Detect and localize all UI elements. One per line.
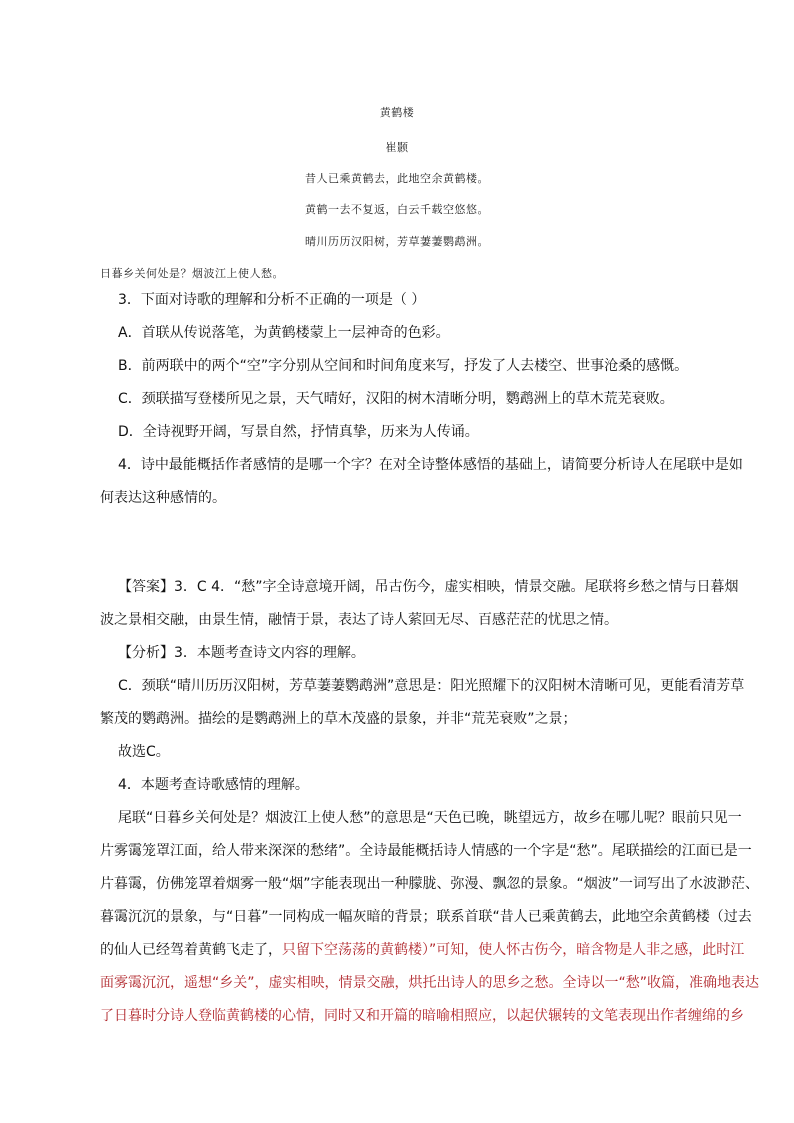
analysis-line-10-black: 的仙人已经驾着黄鹤飞走了，: [100, 942, 282, 958]
analysis-line-5: 4．本题考查诗歌感情的理解。: [118, 777, 309, 793]
analysis-line-3: 繁茂的鹦鹉洲。描绘的是鹦鹉洲上的草木茂盛的景象，并非“荒芜衰败”之景；: [100, 711, 577, 727]
poem-line-1: 昔人已乘黄鹤去，此地空余黄鹤楼。: [305, 172, 489, 185]
poem-title: 黄鹤楼: [379, 106, 415, 119]
question4-line-2: 何表达这种感情的。: [100, 490, 226, 506]
question3-option-b: B．前两联中的两个“空”字分别从空间和时间角度来写，抒发了人去楼空、世事沧桑的感慨。: [118, 358, 689, 374]
analysis-line-8: 片暮霭，仿佛笼罩着烟雾一般“烟”字能表现出一种朦胧、弥漫、飘忽的景象。“烟波”一词写出了水波渺茫、: [100, 876, 760, 892]
poem-last-line: 日暮乡关何处是？烟波江上使人愁。: [100, 267, 284, 280]
analysis-line-7: 片雾霭笼罩江面，给人带来深深的愁绪”。全诗最能概括诗人情感的一个字是“愁”。尾联描绘的江面已是一: [100, 843, 752, 859]
analysis-line-9: 暮霭沉沉的景象，与“日暮”一同构成一幅灰暗的背景；联系首联“昔人已乘黄鹤去，此地空余黄鹤楼（过去: [100, 909, 752, 925]
analysis-line-12: 了日暮时分诗人登临黄鹤楼的心情，同时又和开篇的暗喻相照应，以起伏辗转的文笔表现出作者缠绵的乡: [100, 1008, 744, 1024]
question4-line-1: 4．诗中最能概括作者感情的是哪一个字？在对全诗整体感悟的基础上，请简要分析诗人在尾联中是如: [118, 457, 743, 473]
answer-line-2: 波之景相交融，由景生情，融情于景，表达了诗人萦回无尽、百感茫茫的忧思之情。: [100, 612, 618, 628]
question3-option-a: A．首联从传说落笔，为黄鹤楼蒙上一层神奇的色彩。: [118, 325, 450, 341]
answer-line-1: 【答案】3．C 4．“愁”字全诗意境开阔，吊古伤今，虚实相映，情景交融。尾联将乡愁之情与日暮烟: [118, 579, 739, 595]
analysis-line-1: 【分析】3．本题考查诗文内容的理解。: [118, 645, 365, 661]
analysis-line-4: 故选C。: [118, 744, 170, 760]
question3-option-d: D．全诗视野开阔，写景自然，抒情真挚，历来为人传诵。: [118, 424, 479, 440]
analysis-line-10-red: 只留下空荡荡的黄鹤楼）”可知，使人怀古伤今，暗含物是人非之感，此时江: [282, 942, 745, 958]
poem-line-3: 晴川历历汉阳树，芳草萋萋鹦鹉洲。: [305, 235, 489, 248]
analysis-line-11: 面雾霭沉沉，遥想“乡关”，虚实相映，情景交融，烘托出诗人的思乡之愁。全诗以一“愁”收篇，准确地表达: [100, 975, 760, 991]
poem-author: 崔颢: [385, 141, 409, 154]
analysis-line-10: [0, 940, 794, 960]
analysis-line-6: 尾联“日暮乡关何处是？烟波江上使人愁”的意思是“天色已晚，眺望远方，故乡在哪儿呢？眼前只见一: [118, 810, 742, 826]
question3-option-c: C．颈联描写登楼所见之景，天气晴好，汉阳的树木清晰分明，鹦鹉洲上的草木荒芜衰败。: [118, 391, 674, 407]
analysis-line-2: C．颈联“晴川历历汉阳树，芳草萋萋鹦鹉洲”意思是：阳光照耀下的汉阳树木清晰可见，更能看清芳草: [118, 678, 745, 694]
question3-stem: 3．下面对诗歌的理解和分析不正确的一项是（ ）: [118, 292, 426, 308]
poem-line-2: 黄鹤一去不复返，白云千载空悠悠。: [305, 203, 489, 216]
